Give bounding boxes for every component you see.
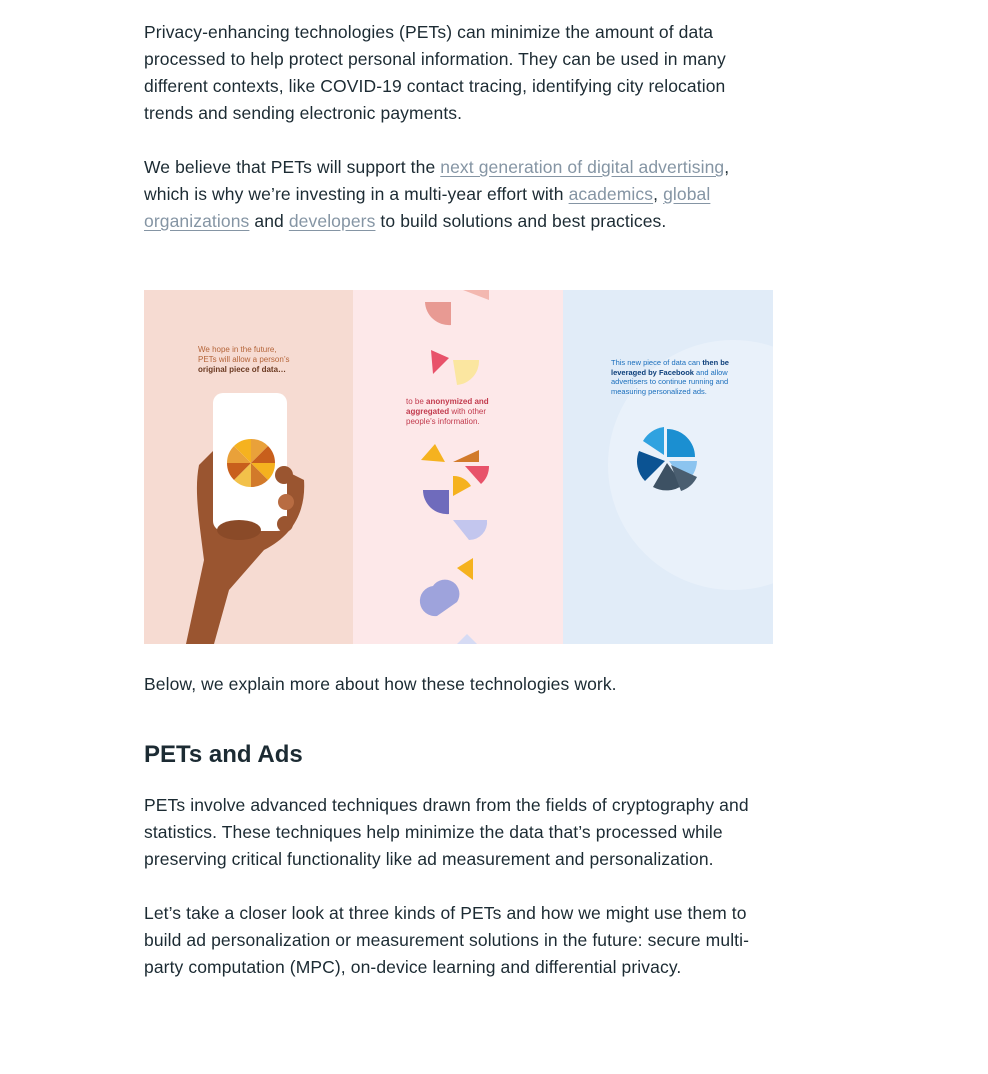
panel-original-data [144, 290, 353, 644]
below-paragraph: Below, we explain more about how these technologies work. [144, 674, 617, 694]
panel3-text-bold2: leveraged by Facebook [611, 367, 694, 377]
link-next-generation-digital-advertising[interactable]: next generation of digital advertising [440, 157, 725, 177]
text-segment: to build solutions and best practices. [375, 211, 667, 231]
panel1-caption-line1: We hope in the future, [198, 345, 277, 354]
intro-paragraph-2 [144, 154, 776, 235]
section-paragraph-2: Let’s take a closer look at three kinds of PETs and how we might use them to build ad personalization or measurement solutions in the future: secure multi-party computation (MPC), on-device learning and differential privacy. [144, 903, 750, 977]
panel1-caption-line2: PETs will allow a person’s [198, 355, 290, 364]
panel2-text-bold1: anonymized and [426, 397, 489, 406]
scattered-pieces-icon [353, 290, 563, 644]
panel3-text-post1: and allow [693, 367, 728, 377]
text-segment: , which is why we’re investing in a multi-year effort with [144, 157, 730, 204]
panel-anonymized [353, 290, 563, 644]
panel3-text-post2: advertisers to continue running and [611, 377, 729, 386]
section-paragraph-1: PETs involve advanced techniques drawn from the fields of cryptography and statistics. These techniques help minimize the data that’s processed while preserving critical functionality like ad measurement and personalization. [144, 795, 749, 869]
panel2-text-post2: people’s information. [406, 417, 480, 426]
intro-section [144, 19, 776, 235]
panel3-text-post3: measuring personalized ads. [611, 386, 707, 396]
text-segment: , [653, 184, 664, 204]
link-developers[interactable]: developers [288, 211, 376, 231]
panel1-caption-bold: original piece of data… [198, 365, 287, 374]
panel-leveraged [563, 290, 773, 644]
panel3-text-pre: This new piece of data can [611, 358, 703, 367]
panel2-text-bold2: aggregated [406, 407, 450, 416]
link-global-organizations[interactable]: global organizations [144, 184, 711, 231]
blue-pie-icon [563, 290, 773, 644]
section-heading: PETs and Ads [144, 741, 303, 768]
pets-illustration [144, 290, 773, 644]
link-academics[interactable]: academics [568, 184, 654, 204]
panel3-caption [611, 358, 729, 396]
text-segment: and [249, 211, 289, 231]
panel2-text-pre: to be [406, 397, 427, 406]
panel2-caption [406, 397, 489, 427]
panel3-text-bold1: then be [702, 358, 729, 367]
panel2-text-post1: with other [449, 407, 487, 416]
section-body [144, 792, 776, 981]
hand-phone-icon [144, 290, 353, 644]
intro-paragraph-1: Privacy-enhancing technologies (PETs) can minimize the amount of data processed to help protect personal information. They can be used in many different contexts, like COVID-19 contact tracing, identifying city relocation trends and sending electronic payments. [144, 22, 726, 123]
text-segment: We believe that PETs will support the [144, 157, 441, 177]
